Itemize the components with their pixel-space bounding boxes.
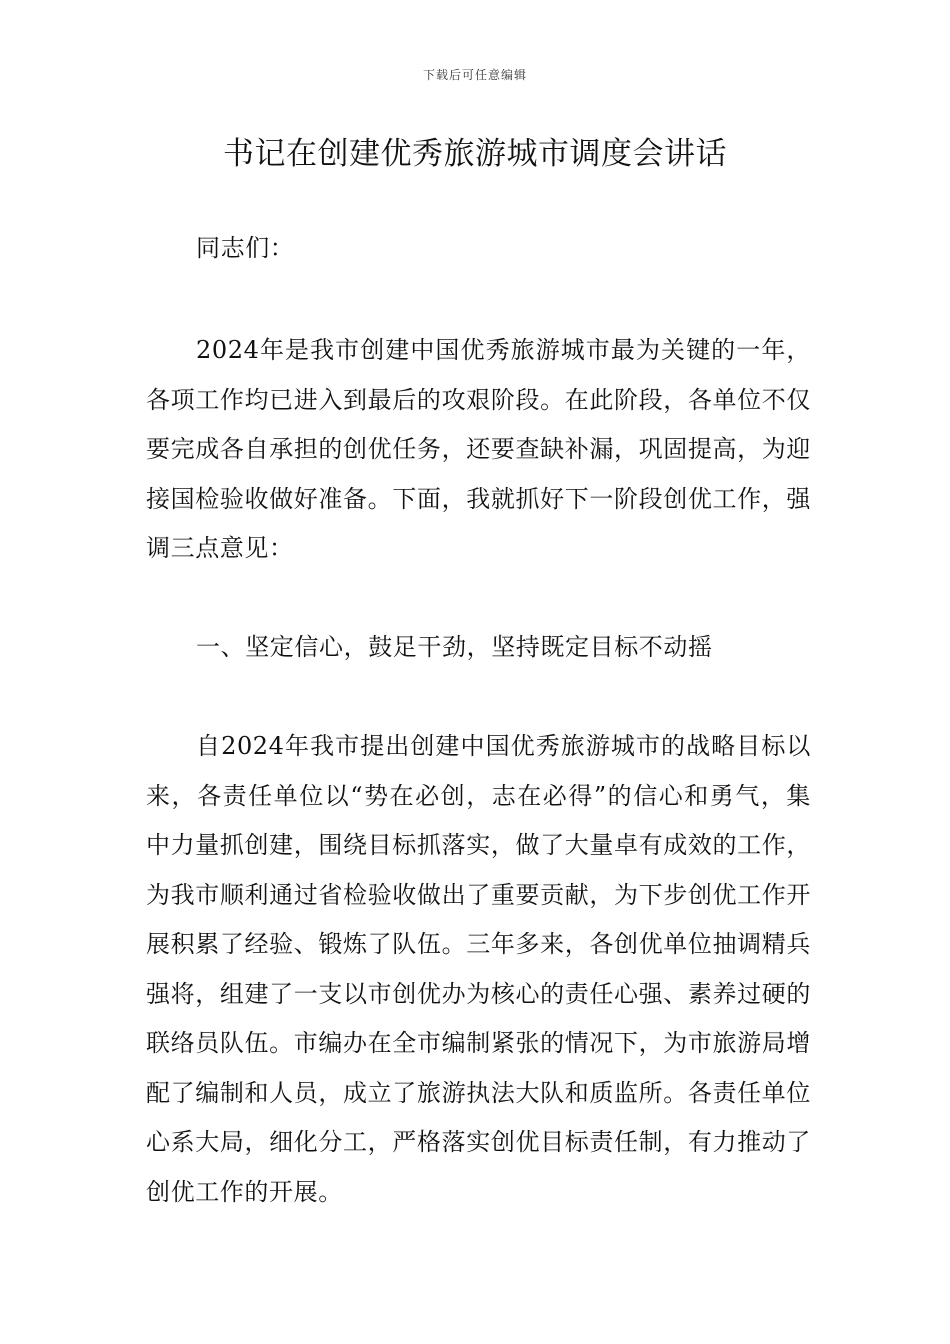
paragraph-2: 自2024年我市提出创建中国优秀旅游城市的战略目标以来，各责任单位以“势在必创，志在必得”的信心和勇气，集中力量抓创建，围绕目标抓落实，做了大量卓有成效的工作，为我市顺利通过省检验收做出了重要贡献，为下步创优工作开展积累了经验、锻炼了队伍。三年多来，各创优单位抽调精兵强将，组建了一支以市创优办为核心的责任心强、素养过硬的联络员队伍。市编办在全市编制紧张的情况下，为市旅游局增配了编制和人员，成立了旅游执法大队和质监所。各责任单位心系大局，细化分工，严格落实创优目标责任制，有力推动了创优工作的开展。: [146, 732, 811, 1206]
paragraph-1: 2024年是我市创建中国优秀旅游城市最为关键的一年，各项工作均已进入到最后的攻艰阶段。在此阶段，各单位不仅要完成各自承担的创优任务，还要查缺补漏，巩固提高，为迎接国检验收做好准备。下面，我就抓好下一阶段创优工作，强调三点意见：: [146, 336, 811, 562]
document-title: 书记在创建优秀旅游城市调度会讲话: [223, 136, 727, 172]
header-note: 下载后可任意编辑: [422, 68, 527, 82]
section-heading-1: 一、坚定信心，鼓足干劲，坚持既定目标不动摇: [196, 633, 713, 661]
salutation: 同志们：: [196, 234, 295, 262]
